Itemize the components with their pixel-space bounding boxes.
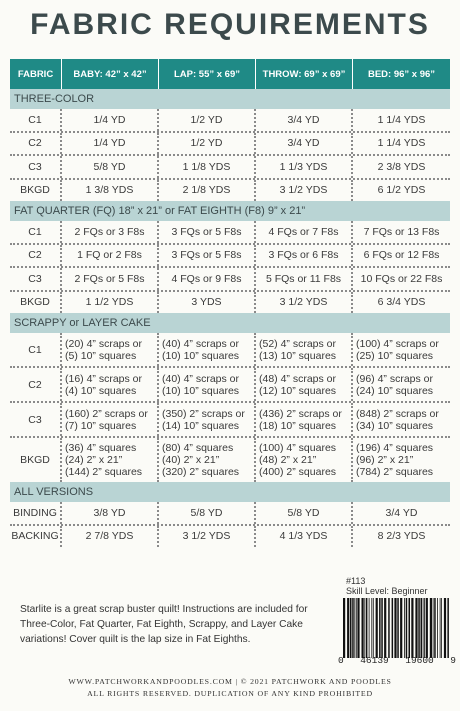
barcode-digit-group: 19600 <box>405 655 434 666</box>
table-row <box>10 292 450 314</box>
table-cell: 3/4 YD <box>385 506 418 519</box>
barcode-bar <box>376 598 378 658</box>
cell-line: (848) 2” scraps or <box>356 407 439 420</box>
header-lap: LAP: 55” x 69” <box>159 59 256 89</box>
cell-line: (13) 10” squares <box>259 349 337 362</box>
table-cell: 3 FQs or 5 F8s <box>159 245 256 267</box>
table-cell <box>256 438 353 482</box>
table-row <box>10 109 450 133</box>
table-cell <box>159 368 256 401</box>
barcode-bar <box>357 598 359 658</box>
barcode-bar <box>350 598 352 658</box>
barcode-bar <box>400 598 402 658</box>
cell-line: (160) 2” scraps or <box>65 407 148 420</box>
barcode-number <box>338 655 456 666</box>
table-cell: 1 1/3 YDS <box>256 156 353 178</box>
table-cell: 3 YDS <box>159 292 256 314</box>
barcode-bar <box>441 598 442 658</box>
cell-line: (16) 4” scraps or <box>65 372 143 385</box>
table-cell <box>353 403 450 436</box>
table-cell: 2 3/8 YDS <box>377 160 426 173</box>
barcode-bar <box>354 598 355 658</box>
barcode-digit-group: 46139 <box>360 655 389 666</box>
table-row <box>10 268 450 292</box>
barcode-digit-group: 9 <box>450 655 456 666</box>
header-throw: THROW: 69” x 69” <box>256 59 353 89</box>
table-cell <box>256 403 353 436</box>
barcode-bar <box>444 598 446 658</box>
header-bed: BED: 96” x 96” <box>367 68 436 80</box>
cell-line: (400) 2” squares <box>259 466 337 478</box>
table-cell: 5 FQs or 11 F8s <box>256 268 353 290</box>
table-cell: 4 FQs or 9 F8s <box>159 268 256 290</box>
row-label: BINDING <box>10 502 62 524</box>
row-label: C3 <box>10 268 62 290</box>
barcode-digit-group: 0 <box>338 655 344 666</box>
barcode-icon <box>343 598 451 658</box>
barcode-bar <box>373 598 374 658</box>
row-label: C1 <box>10 333 62 366</box>
quilt-description: Starlite is a great scrap buster quilt! Instructions are included for Three-Color, Fat Quarter, Fat Eighth, Scrappy, and Layer Cake variations! Cover quilt is the lap size in Fat Eighths. <box>20 604 308 645</box>
barcode-bar <box>415 598 417 658</box>
cell-line: (4) 10” squares <box>65 384 137 397</box>
cell-line: (80) 4” squares <box>162 442 234 454</box>
barcode-bar <box>366 598 368 658</box>
barcode-bar <box>343 598 345 658</box>
cell-line: (320) 2” squares <box>162 466 240 478</box>
table-cell: 3 1/2 YDS <box>159 526 256 548</box>
barcode-bar <box>379 598 381 658</box>
footer <box>0 676 460 700</box>
cell-line: (784) 2” squares <box>356 466 434 478</box>
row-label: BKGD <box>10 438 62 482</box>
table-cell: 3 1/2 YDS <box>256 180 353 202</box>
barcode-bar <box>356 598 357 658</box>
table-cell: 1 1/4 YDS <box>377 137 426 150</box>
table-cell: 5/8 YD <box>159 502 256 524</box>
cell-line: (40) 4” scraps or <box>162 372 240 385</box>
table-cell: 2 FQs or 5 F8s <box>62 268 159 290</box>
table-cell: 6 3/4 YDS <box>377 296 426 309</box>
table-cell <box>256 368 353 401</box>
table-row <box>10 133 450 157</box>
fabric-requirements-table <box>10 59 450 547</box>
row-label: C1 <box>10 109 62 131</box>
table-cell: 3 FQs or 5 F8s <box>159 221 256 243</box>
cell-line: (14) 10” squares <box>162 419 240 432</box>
table-body <box>10 89 450 547</box>
barcode-bar <box>406 598 408 658</box>
cell-line: (40) 2” x 21” <box>162 454 220 466</box>
table-cell <box>353 368 450 401</box>
cell-line: (5) 10” squares <box>65 349 137 362</box>
table-cell: 5/8 YD <box>62 156 159 178</box>
row-label: C2 <box>10 368 62 401</box>
skill-level: Skill Level: Beginner <box>346 586 428 596</box>
barcode-bar <box>423 598 424 658</box>
section-title: FAT QUARTER (FQ) 18” x 21” or FAT EIGHTH (F8) 9” x 21” <box>10 201 450 221</box>
cell-line: (25) 10” squares <box>356 349 434 362</box>
cell-line: (144) 2” squares <box>65 466 143 478</box>
row-label: C2 <box>10 133 62 155</box>
barcode-bar <box>388 598 390 658</box>
table-cell: 10 FQs or 22 F8s <box>360 272 443 285</box>
barcode-bar <box>384 598 386 658</box>
table-cell: 1/2 YD <box>159 109 256 131</box>
table-row <box>10 368 450 403</box>
barcode-bar <box>430 598 432 658</box>
table-row <box>10 156 450 180</box>
barcode-bar <box>437 598 438 658</box>
table-cell: 2 FQs or 3 F8s <box>62 221 159 243</box>
cell-line: (20) 4” scraps or <box>65 337 143 350</box>
table-cell: 1 1/2 YDS <box>62 292 159 314</box>
table-row <box>10 438 450 482</box>
table-cell: 1/4 YD <box>62 109 159 131</box>
barcode-bar <box>394 598 396 658</box>
barcode-bar <box>381 598 383 658</box>
table-cell <box>159 403 256 436</box>
barcode-bar <box>421 598 423 658</box>
table-cell: 1 3/8 YDS <box>62 180 159 202</box>
cell-line: (52) 4” scraps or <box>259 337 337 350</box>
cell-line: (40) 4” scraps or <box>162 337 240 350</box>
cell-line: (100) 4” squares <box>259 442 337 454</box>
page-title: FABRIC REQUIREMENTS <box>30 8 430 41</box>
row-label: C3 <box>10 156 62 178</box>
table-cell <box>353 438 450 482</box>
table-row <box>10 526 450 548</box>
barcode-bar <box>352 598 354 658</box>
cell-line: (12) 10” squares <box>259 384 337 397</box>
table-cell: 1/2 YD <box>159 133 256 155</box>
barcode-bar <box>369 598 370 658</box>
table-row <box>10 502 450 526</box>
cell-line: (436) 2” scraps or <box>259 407 342 420</box>
cell-line: (10) 10” squares <box>162 384 240 397</box>
barcode-bar <box>397 598 399 658</box>
row-label: BKGD <box>10 180 62 202</box>
table-cell: 1 FQ or 2 F8s <box>62 245 159 267</box>
barcode-bar <box>409 598 411 658</box>
table-cell <box>62 403 159 436</box>
table-cell: 6 1/2 YDS <box>377 184 426 197</box>
row-label: BACKING <box>10 526 62 548</box>
cell-line: (196) 4” squares <box>356 442 434 454</box>
cell-line: (34) 10” squares <box>356 419 434 432</box>
table-cell <box>159 333 256 366</box>
table-cell: 2 1/8 YDS <box>159 180 256 202</box>
footer-rights: ALL RIGHTS RESERVED. DUPLICATION OF ANY KIND PROHIBITED <box>87 689 373 698</box>
barcode-bar <box>447 598 449 658</box>
table-cell <box>159 438 256 482</box>
barcode-bar <box>362 598 364 658</box>
barcode-bar <box>411 598 413 658</box>
table-row <box>10 403 450 438</box>
table-cell: 4 FQs or 7 F8s <box>256 221 353 243</box>
row-label: C1 <box>10 221 62 243</box>
table-row <box>10 333 450 368</box>
table-cell <box>256 333 353 366</box>
table-cell: 1 1/8 YDS <box>159 156 256 178</box>
barcode-bar <box>371 598 372 658</box>
table-cell <box>62 333 159 366</box>
table-cell: 1/4 YD <box>62 133 159 155</box>
table-row <box>10 245 450 269</box>
barcode-bar <box>392 598 394 658</box>
barcode-bar <box>364 598 365 658</box>
barcode-bar <box>433 598 434 658</box>
pattern-number: #113 <box>346 576 366 586</box>
section-title: THREE-COLOR <box>10 89 450 109</box>
barcode-bar <box>418 598 420 658</box>
cell-line: (48) 2” x 21” <box>259 454 317 466</box>
table-cell: 2 7/8 YDS <box>62 526 159 548</box>
cell-line: (24) 2” x 21” <box>65 454 123 466</box>
table-cell: 7 FQs or 13 F8s <box>363 225 440 238</box>
table-header <box>10 59 450 89</box>
barcode-bar <box>440 598 441 658</box>
cell-line: (96) 4” scraps or <box>356 372 434 385</box>
footer-website: WWW.PATCHWORKANDPOODLES.COM | © 2021 PATCHWORK AND POODLES <box>68 677 392 686</box>
table-cell: 3 1/2 YDS <box>256 292 353 314</box>
barcode-bar <box>404 598 405 658</box>
cell-line: (48) 4” scraps or <box>259 372 337 385</box>
section-title: ALL VERSIONS <box>10 482 450 502</box>
header-baby: BABY: 42” x 42” <box>62 59 159 89</box>
cell-line: (100) 4” scraps or <box>356 337 439 350</box>
barcode-bar <box>434 598 436 658</box>
cell-line: (18) 10” squares <box>259 419 337 432</box>
row-label: C3 <box>10 403 62 436</box>
header-fabric: FABRIC <box>10 59 62 89</box>
cell-line: (350) 2” scraps or <box>162 407 245 420</box>
section-title: SCRAPPY or LAYER CAKE <box>10 313 450 333</box>
barcode-bar <box>424 598 425 658</box>
cell-line: (96) 2” x 21” <box>356 454 414 466</box>
table-row <box>10 221 450 245</box>
cell-line: (10) 10” squares <box>162 349 240 362</box>
table-cell: 3/8 YD <box>62 502 159 524</box>
table-cell: 3/4 YD <box>256 109 353 131</box>
table-cell: 1 1/4 YDS <box>377 113 426 126</box>
cell-line: (36) 4” squares <box>65 442 137 454</box>
cell-line: (7) 10” squares <box>65 419 137 432</box>
table-cell <box>353 333 450 366</box>
table-cell: 8 2/3 YDS <box>377 530 426 543</box>
table-cell: 3/4 YD <box>256 133 353 155</box>
table-cell: 4 1/3 YDS <box>256 526 353 548</box>
row-label: C2 <box>10 245 62 267</box>
table-cell: 6 FQs or 12 F8s <box>363 249 440 262</box>
table-cell <box>62 438 159 482</box>
table-row <box>10 180 450 202</box>
row-label: BKGD <box>10 292 62 314</box>
table-cell <box>62 368 159 401</box>
table-cell: 3 FQs or 6 F8s <box>256 245 353 267</box>
barcode-bar <box>426 598 428 658</box>
barcode-bar <box>347 598 349 658</box>
cell-line: (24) 10” squares <box>356 384 434 397</box>
table-cell: 5/8 YD <box>256 502 353 524</box>
